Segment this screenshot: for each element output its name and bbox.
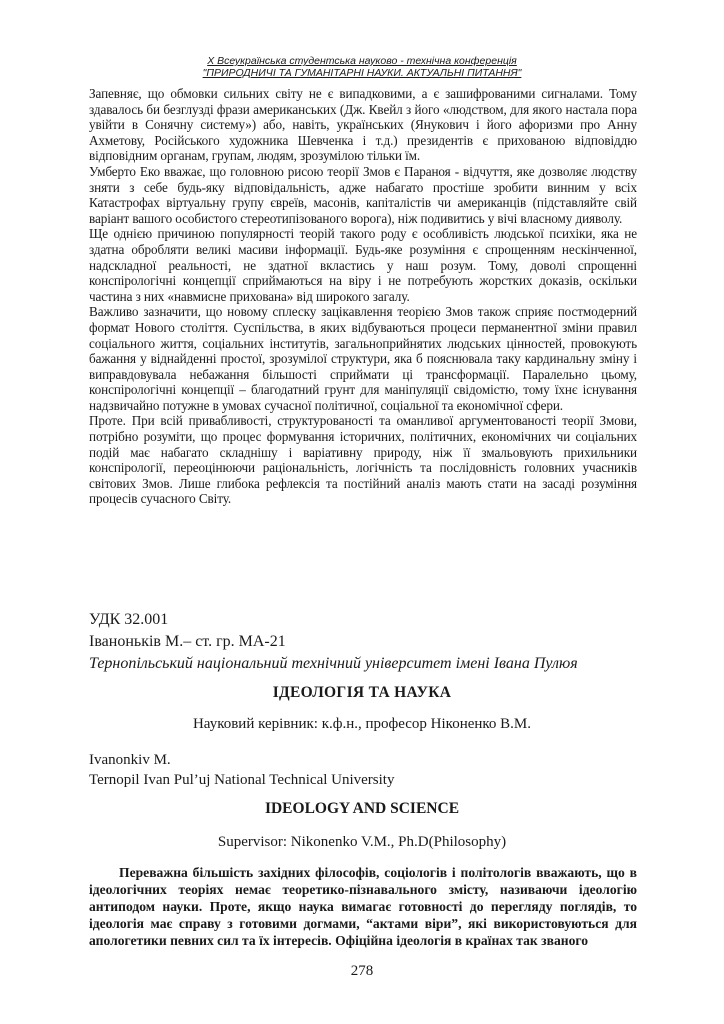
university-en: Ternopil Ivan Pul’uj National Technical University [89,772,395,788]
page-number: 278 [350,963,374,979]
article-title-en: IDEOLOGY AND SCIENCE [264,800,460,817]
conference-header [0,55,724,79]
article-meta-en [89,750,649,790]
udk-code: УДК 32.001 [89,611,169,628]
paragraph: Запевняє, що обмовки сильних світу не є випадковими, а є зашифрованими сигналами. Тому здавалось би безглузді фрази американських (Дж. Квейл з його «людством, для якого настала пора увійти в Сонячну систему») або, навіть, українських (Янукович і його афоризми про Анну Ахметову, Російського художника Шевченка і т.д.) президентів є прихованою відповіддю відповідним органам, групам, людям, зрозумілою тільки їм. [89,86,637,164]
paragraph: Важливо зазначити, що новому сплеску зацікавлення теорією Змов також сприяє постмодерний формат Нового століття. Суспільства, в яких відбуваються процеси перманентної зміни правил соціального життя, соціальних інститутів, загальноприйнятих людських цінностей, провокують бажання у віднайденні простої, зрозумілої структури, яка б пояснювала таку кардинальну зміну і виправдовувала небажання більшості сприймати ці трансформації. Паралельно цьому, конспірологічні концепції – благодатний грунт для маніпуляції свідомістю, тому їхнє існування надзвичайно потужне в умовах сучасної політичної, соціальної та економічної сфери. [89,304,637,413]
article-abstract: Переважна більшість західних філософів, соціологів і політологів вважають, що в ідеологічних теоріях немає теоретико-пізнавального змісту, називаючи ідеологію антиподом науки. Проте, якщо наука вимагає готовності до перегляду поглядів, то ідеологія має справу з готовими догмами, “актами віри”, які використовуються для апологетики певних сил та їх інтересів. Офіційна ідеологія в країнах так званого [89,865,637,948]
conference-title: X Всеукраїнська студентська науково - технічна конференція [207,55,517,67]
paragraph: Проте. При всій привабливості, структурованості та оманливої аргументованості теорії Змови, потрібно розуміти, що процес формування історичних, політичних, економічних чи соціальних подій має набагато складнішу і варіативну природу, ніж її змальовують прихильники конспірології, переоцінюючи раціональність, логічність та послідовність головних учасників світових Змов. Лише глибока рефлексія та постійний аналіз мають стати на засаді розуміння процесів сучасного Світу. [89,413,637,507]
author-en: Ivanonkiv M. [89,752,171,768]
conference-subtitle: "ПРИРОДНИЧІ ТА ГУМАНІТАРНІ НАУКИ. АКТУАЛЬНІ ПИТАННЯ" [202,67,522,79]
article-meta [89,609,649,675]
previous-article-text [89,86,637,507]
university-ua: Тернопільський національний технічний університет імені Івана Пулюя [89,655,578,672]
article-title-ua: ІДЕОЛОГІЯ ТА НАУКА [272,684,452,701]
paragraph: Ще однією причиною популярності теорій такого роду є особливість людської психіки, яка не здатна обробляти великі масиви інформації. Будь-яке розуміння є спрощенням нескінченної, надскладної реальності, не здатної вкластись у наш розум. Тому, доволі спрощенні конспірологічні концепції сприймаються на віру і не потребують жорстких доказів, оскільки частина з них «навмисне прихована» від широкого загалу. [89,226,637,304]
supervisor-ua: Науковий керівник: к.ф.н., професор Ніконенко В.М. [192,716,532,732]
author-ua: Іваноньків М.– ст. гр. МА-21 [89,633,286,650]
supervisor-en: Supervisor: Nikonenko V.M., Ph.D(Philosophy) [217,834,507,850]
paragraph: Умберто Еко вважає, що головною рисою теорії Змов є Параноя - відчуття, яке дозволяє людству зняти з себе будь-яку відповідальність, адже набагато простіше зробити винним у всіх Катастрофах віртуальну групу євреїв, масонів, капіталістів чи американців (підставляйте свій варіант вашого особистого стереотипізованого ворога), ніж подивитись у вічі власному дияволу. [89,163,637,226]
